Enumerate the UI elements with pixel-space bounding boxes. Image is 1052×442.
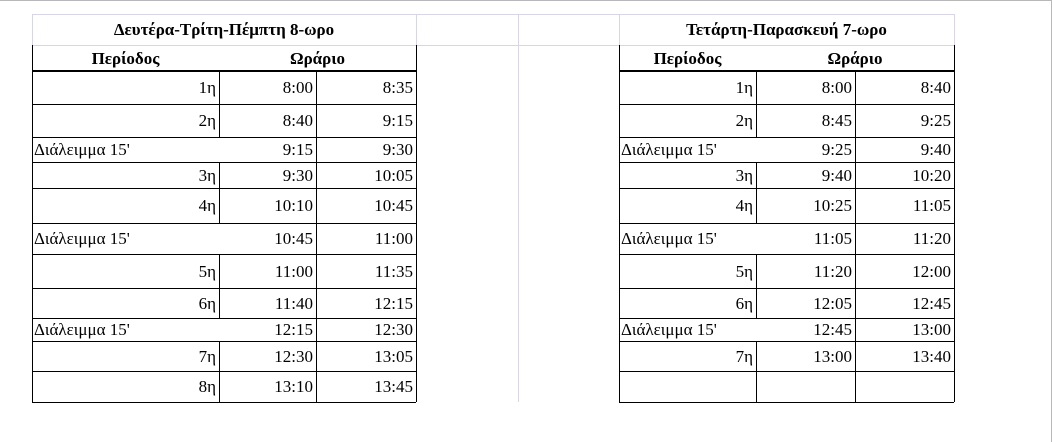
- start-time-cell: [756, 371, 855, 402]
- period-cell: [619, 371, 756, 402]
- column-divider: [756, 371, 757, 402]
- start-time-cell: 8:00: [821, 78, 852, 97]
- period-cell: 6η: [198, 293, 216, 313]
- column-divider: [855, 104, 856, 137]
- period-cell: 5η: [198, 261, 216, 281]
- row-divider: [32, 402, 416, 403]
- column-divider: [756, 254, 757, 288]
- end-time-cell: 12:45: [912, 293, 951, 313]
- end-time-cell: 9:30: [382, 140, 413, 159]
- period-cell: Διάλειμμα 15': [621, 229, 717, 248]
- column-divider: [219, 71, 220, 104]
- start-time-cell: 8:00: [282, 78, 313, 97]
- start-time-cell: 9:40: [821, 165, 852, 185]
- column-divider: [316, 137, 317, 162]
- end-time-cell: 10:20: [912, 165, 951, 185]
- end-time-cell: [855, 371, 954, 402]
- start-time-cell: 9:30: [282, 165, 313, 185]
- start-time-cell: 13:00: [813, 346, 852, 366]
- column-divider: [756, 188, 757, 223]
- end-time-cell: 10:05: [374, 165, 413, 185]
- column-divider: [756, 104, 757, 137]
- column-divider: [219, 188, 220, 223]
- end-time-cell: 11:20: [912, 229, 951, 248]
- end-time-cell: 13:00: [912, 320, 951, 339]
- period-cell: 8η: [198, 377, 216, 396]
- column-divider: [855, 223, 856, 254]
- grid-line: [518, 14, 519, 402]
- start-time-cell: 9:25: [821, 140, 852, 159]
- start-time-cell: 10:10: [274, 196, 313, 215]
- column-divider: [316, 71, 317, 104]
- period-cell: 1η: [735, 78, 753, 97]
- end-time-cell: 11:05: [912, 196, 951, 215]
- period-cell: 2η: [198, 111, 216, 130]
- column-divider: [756, 162, 757, 188]
- table-border: [416, 45, 417, 402]
- column-divider: [855, 254, 856, 288]
- column-divider: [316, 254, 317, 288]
- end-time-cell: 9:25: [920, 111, 951, 130]
- period-cell: 3η: [198, 165, 216, 185]
- column-divider: [855, 188, 856, 223]
- column-divider: [219, 162, 220, 188]
- column-divider: [855, 162, 856, 188]
- period-cell: 3η: [735, 165, 753, 185]
- period-cell: 7η: [198, 346, 216, 366]
- start-time-cell: 10:25: [813, 196, 852, 215]
- period-cell: 5η: [735, 261, 753, 281]
- end-time-cell: 9:40: [920, 140, 951, 159]
- start-time-cell: 13:10: [274, 377, 313, 396]
- end-time-cell: 11:35: [374, 261, 413, 281]
- start-time-cell: 11:05: [813, 229, 852, 248]
- period-cell: Διάλειμμα 15': [34, 229, 130, 248]
- column-divider: [219, 371, 220, 402]
- start-time-cell: 8:40: [282, 111, 313, 130]
- period-cell: 2η: [735, 111, 753, 130]
- start-time-cell: 11:00: [274, 261, 313, 281]
- row-divider: [619, 402, 954, 403]
- column-divider: [855, 371, 856, 402]
- column-header-period: Περίοδος: [91, 48, 160, 68]
- column-divider: [316, 223, 317, 254]
- end-time-cell: 12:30: [374, 320, 413, 339]
- end-time-cell: 11:00: [374, 229, 413, 248]
- end-time-cell: 12:15: [374, 293, 413, 313]
- period-cell: 7η: [735, 346, 753, 366]
- start-time-cell: 9:15: [282, 140, 313, 159]
- column-divider: [855, 341, 856, 371]
- start-time-cell: 10:45: [274, 229, 313, 248]
- column-header-period: Περίοδος: [653, 48, 722, 68]
- end-time-cell: 12:00: [912, 261, 951, 281]
- period-cell: 1η: [198, 78, 216, 97]
- column-divider: [756, 341, 757, 371]
- column-header-schedule: Ωράριο: [289, 48, 346, 68]
- column-divider: [855, 288, 856, 318]
- period-cell: Διάλειμμα 15': [621, 320, 717, 339]
- top-border: [0, 0, 1052, 1]
- column-divider: [316, 104, 317, 137]
- column-divider: [316, 318, 317, 341]
- column-divider: [855, 318, 856, 341]
- column-divider: [756, 71, 757, 104]
- column-divider: [316, 162, 317, 188]
- table-title: Τετάρτη-Παρασκευή 7-ωρο: [686, 20, 887, 39]
- start-time-cell: 8:45: [821, 111, 852, 130]
- column-header-schedule: Ωράριο: [827, 48, 883, 68]
- column-divider: [855, 137, 856, 162]
- end-time-cell: 8:40: [920, 78, 951, 97]
- table-border: [954, 45, 955, 402]
- column-divider: [316, 371, 317, 402]
- start-time-cell: 11:40: [274, 293, 313, 313]
- start-time-cell: 11:20: [813, 261, 852, 281]
- column-divider: [855, 71, 856, 104]
- start-time-cell: 12:30: [274, 346, 313, 366]
- start-time-cell: 12:45: [813, 320, 852, 339]
- end-time-cell: 9:15: [382, 111, 413, 130]
- end-time-cell: 13:40: [912, 346, 951, 366]
- column-divider: [756, 288, 757, 318]
- end-time-cell: 10:45: [374, 196, 413, 215]
- end-time-cell: 13:05: [374, 346, 413, 366]
- column-divider: [316, 341, 317, 371]
- start-time-cell: 12:15: [274, 320, 313, 339]
- period-cell: Διάλειμμα 15': [621, 140, 717, 159]
- period-cell: Διάλειμμα 15': [34, 140, 130, 159]
- start-time-cell: 12:05: [813, 293, 852, 313]
- column-divider: [219, 104, 220, 137]
- column-divider: [316, 188, 317, 223]
- column-divider: [219, 254, 220, 288]
- period-cell: 4η: [735, 196, 753, 215]
- column-divider: [316, 288, 317, 318]
- period-cell: Διάλειμμα 15': [34, 320, 130, 339]
- table-title: Δευτέρα-Τρίτη-Πέμπτη 8-ωρο: [113, 20, 335, 39]
- period-cell: 4η: [198, 196, 216, 215]
- end-time-cell: 8:35: [382, 78, 413, 97]
- column-divider: [219, 341, 220, 371]
- period-cell: 6η: [735, 293, 753, 313]
- end-time-cell: 13:45: [374, 377, 413, 396]
- column-divider: [219, 288, 220, 318]
